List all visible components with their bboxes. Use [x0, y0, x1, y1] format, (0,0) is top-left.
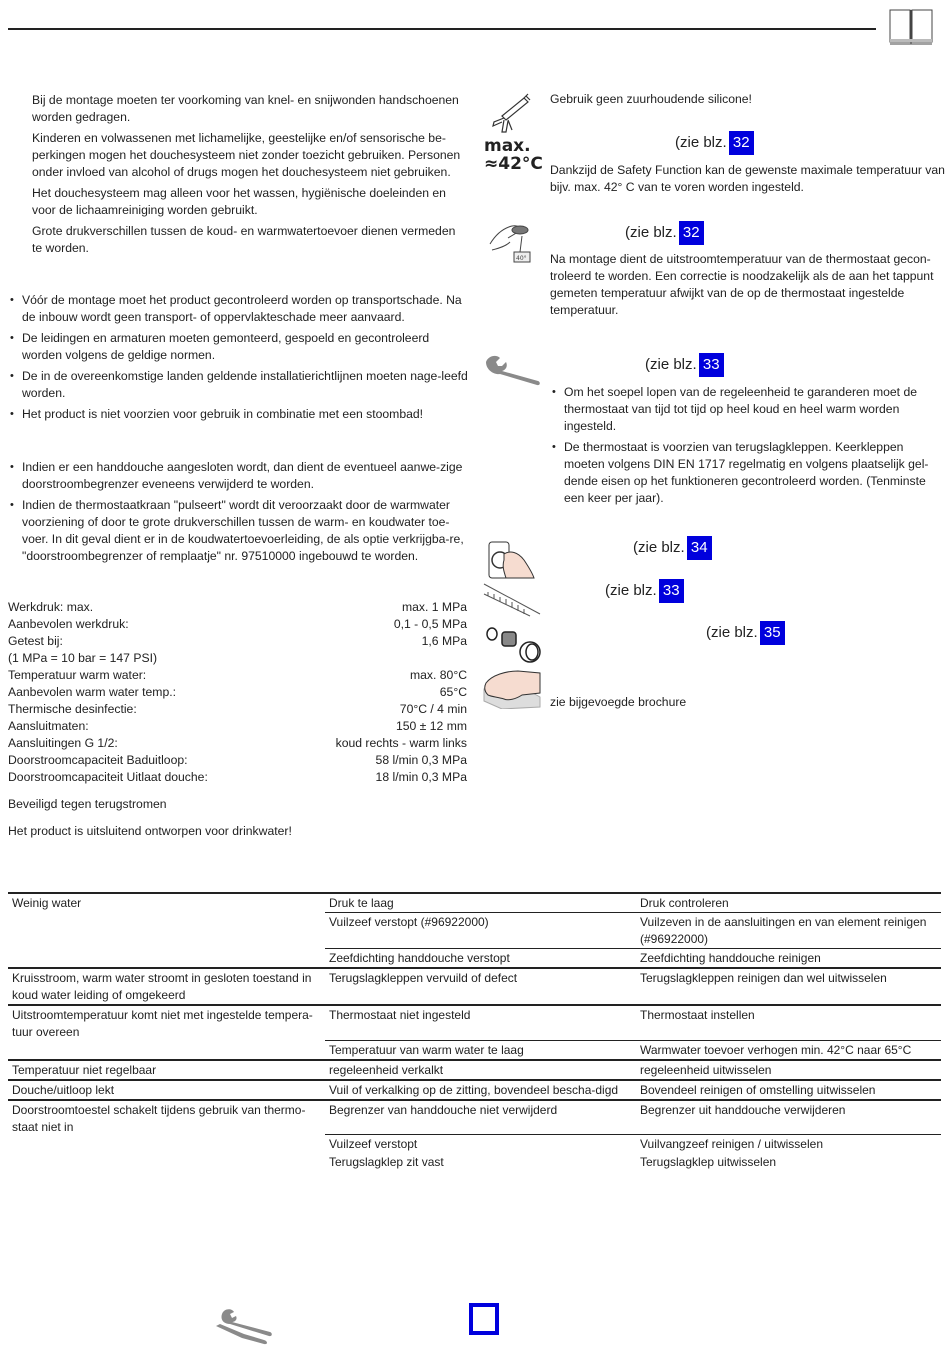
spec-row	[8, 667, 467, 684]
list-item: • De in de overeenkomstige landen geldende installatierichtlijnen moeten nage-leefd worden.	[8, 368, 470, 402]
safety-function-text: Dankzijd de Safety Function kan de gewenste maximale temperatuur van bijv. max. 42° C van te voren worden ingesteld.	[550, 163, 945, 194]
spec-row	[8, 599, 467, 616]
safety-paragraph: Kinderen en volwassenen met lichamelijke, geestelijke en/of sensorische be-perkingen mogen het douchesysteem niet zonder toezicht gebruiken. Personen onder invloed van alcohol of drugs mogen het douchesysteem niet gebruiken.	[32, 131, 461, 179]
spec-label: Werkdruk: max.	[8, 600, 94, 614]
ref-prefix: (zie blz.	[706, 624, 762, 641]
spec-value: 70°C / 4 min	[399, 702, 467, 716]
remedy-cell: Begrenzer uit handdouche verwijderen	[636, 1100, 941, 1135]
spec-row	[8, 701, 467, 718]
page-link-33[interactable]: 33	[702, 356, 720, 373]
page-link-32[interactable]: 32	[682, 224, 700, 241]
table-row	[8, 968, 941, 1005]
max-label-line1: max.	[484, 136, 531, 156]
table-row	[8, 1080, 941, 1100]
remedy-cell: Warmwater toevoer verhogen min. 42°C naar 65°C	[636, 1040, 941, 1060]
max-label-line2: ≈42°C	[484, 154, 543, 174]
cause-cell: Zeefdichting handdouche verstopt	[325, 949, 636, 969]
remedy-cell: Zeefdichting handdouche reinigen	[636, 949, 941, 969]
page-reference	[625, 223, 702, 243]
spec-row	[8, 650, 467, 667]
spec-label: (1 MPa = 10 bar = 147 PSI)	[8, 651, 158, 665]
page-reference	[633, 538, 710, 558]
spec-value: 150 ± 12 mm	[395, 719, 467, 733]
cause-cell: Begrenzer van handdouche niet verwijderd	[325, 1100, 636, 1135]
table-row	[8, 1005, 941, 1040]
spec-value: 0,1 - 0,5 MPa	[393, 617, 467, 631]
cause-cell: Vuilzeef verstopt	[325, 1135, 636, 1154]
spec-value: max. 1 MPa	[401, 600, 467, 614]
cause-cell: Druk te laag	[325, 893, 636, 913]
spec-value: max. 80°C	[409, 668, 467, 682]
page-link-35[interactable]: 35	[763, 624, 781, 641]
hand-turning-knob-icon	[486, 540, 536, 580]
silicone-gun-icon	[488, 92, 532, 134]
ref-prefix: (zie blz.	[605, 582, 661, 599]
page-reference	[605, 581, 682, 601]
spec-label: Getest bij:	[8, 634, 63, 648]
cause-cell: Terugslagklep zit vast	[329, 1155, 444, 1169]
spec-row	[8, 718, 467, 735]
backflow-note: Beveiligd tegen terugstromen	[8, 797, 167, 811]
list-item: • Om het soepel lopen van de regeleenheid te garanderen moet de thermostaat van tijd tot tijd op heel koud en heel warm worden ingesteld.	[550, 384, 945, 435]
list-item: • Het product is niet voorzien voor gebruik in combinatie met een stoombad!	[8, 406, 470, 423]
cause-cell: Vuil of verkalking op de zitting, bovendeel bescha-digd	[325, 1080, 636, 1100]
spare-parts-icon	[484, 622, 542, 664]
problem-cell: Douche/uitloop lekt	[8, 1080, 325, 1100]
max-temp-label	[484, 137, 543, 173]
spec-label: Thermische desinfectie:	[8, 702, 137, 716]
spec-value: 18 l/min 0,3 MPa	[375, 770, 467, 784]
spec-label: Doorstroomcapaciteit Uitlaat douche:	[8, 770, 208, 784]
thermometer-hand-icon	[488, 220, 538, 264]
list-item: • Indien de thermostaatkraan "pulseert" wordt dit veroorzaakt door de warmwater voorziening of door te grote drukverschillen tussen de warm- en koudwater toe-voer. In dit geval dient er in de koudwatertoevoerleiding, de als optie verkrijgba-re, "doorstroombegrenzer of remplaatje" nr. 97510000 ingebouwd te worden.	[8, 497, 470, 565]
list-item: • De leidingen en armaturen moeten gemonteerd, gespoeld en gecontroleerd worden volgens de geldige normen.	[8, 330, 470, 364]
page-link-33[interactable]: 33	[662, 582, 680, 599]
safety-paragraph: Het douchesysteem mag alleen voor het wassen, hygiënische doeleinden en voor de lichaamreiniging worden gebruikt.	[32, 186, 446, 217]
safety-paragraph: Bij de montage moeten ter voorkoming van knel- en snijwonden handschoenen worden gedragen.	[32, 93, 459, 124]
spec-label: Aansluitmaten:	[8, 719, 89, 733]
page-link-32[interactable]: 32	[732, 134, 750, 151]
ref-prefix: (zie blz.	[675, 134, 731, 151]
spec-value: 65°C	[439, 685, 467, 699]
specs-table	[8, 599, 467, 786]
remedy-cell: Thermostaat instellen	[636, 1005, 941, 1040]
remedy-cell: regeleenheid uitwisselen	[636, 1060, 941, 1080]
problem-cell: Kruisstroom, warm water stroomt in gesloten toestand in koud water leiding of omgekeerd	[8, 968, 325, 1005]
table-row	[8, 893, 941, 913]
safety-paragraph: Grote drukverschillen tussen de koud- en warmwatertoevoer dienen vermeden te worden.	[32, 224, 456, 255]
ref-prefix: (zie blz.	[625, 224, 681, 241]
spec-row	[8, 633, 467, 650]
remedy-cell: Vuilvangzeef reinigen / uitwisselen	[636, 1135, 941, 1154]
table-row	[8, 1060, 941, 1080]
remedy-cell: Terugslagkleppen reinigen dan wel uitwisselen	[636, 968, 941, 1005]
cause-cell: Thermostaat niet ingesteld	[325, 1005, 636, 1040]
remedy-cell: Bovendeel reinigen of omstelling uitwisselen	[636, 1080, 941, 1100]
spec-label: Aanbevolen werkdruk:	[8, 617, 129, 631]
drinkwater-note: Het product is uitsluitend ontworpen voor drinkwater!	[8, 824, 292, 838]
spec-label: Doorstroomcapaciteit Baduitloop:	[8, 753, 188, 767]
spec-row	[8, 769, 467, 786]
spec-label: Aansluitingen G 1/2:	[8, 736, 118, 750]
hand-cleaning-icon	[482, 667, 542, 709]
cause-cell: Temperatuur van warm water te laag	[325, 1040, 636, 1060]
problem-cell: Weinig water	[8, 893, 325, 968]
spec-value: 58 l/min 0,3 MPa	[375, 753, 467, 767]
spec-label: Aanbevolen warm water temp.:	[8, 685, 176, 699]
ref-prefix: (zie blz.	[645, 356, 701, 373]
page-reference	[675, 133, 752, 153]
cleaning-text: zie bijgevoegde brochure	[550, 695, 687, 709]
list-item: • Vóór de montage moet het product gecontroleerd worden op transportschade. Na de inbouw wordt geen transport- of oppervlakteschade meer aanvaard.	[8, 292, 470, 326]
table-row	[8, 1100, 941, 1135]
remedy-cell: Druk controleren	[636, 893, 941, 913]
page-reference	[706, 623, 783, 643]
spec-label: Temperatuur warm water:	[8, 668, 147, 682]
adjust-text: Na montage dient de uitstroomtemperatuur van de thermostaat gecon-troleerd te worden. Een correctie is noodzakelijk als de aan het tappunt gemeten temperatuur afwijkt van de op de thermostaat ingestelde temperatuur.	[550, 252, 934, 317]
ruler-icon	[482, 582, 542, 618]
problem-cell: Temperatuur niet regelbaar	[8, 1060, 325, 1080]
page-number-box[interactable]	[469, 1303, 499, 1335]
list-item: • Indien er een handdouche aangesloten wordt, dan dient de eventueel aanwe-zige doorstroombegrenzer eveneens verwijderd te worden.	[8, 459, 470, 493]
wrench-screwdriver-icon	[214, 1306, 274, 1346]
troubleshooting-table	[8, 892, 941, 1171]
cause-cell: Vuilzeef verstopt (#96922000)	[325, 913, 636, 949]
spec-value: 1,6 MPa	[421, 634, 467, 648]
spec-row	[8, 752, 467, 769]
remedy-cell: Vuilzeven in de aansluitingen en van element reinigen (#96922000)	[636, 913, 941, 949]
header-rule	[8, 28, 876, 30]
open-book-icon	[888, 8, 934, 46]
ref-prefix: (zie blz.	[633, 539, 689, 556]
problem-cell: Doorstroomtoestel schakelt tijdens gebruik van thermo-staat niet in	[8, 1100, 325, 1172]
cause-cell: regeleenheid verkalkt	[325, 1060, 636, 1080]
spec-value: koud rechts - warm links	[335, 736, 467, 750]
maintenance-list	[550, 384, 945, 511]
safety-section	[32, 92, 468, 261]
spec-row	[8, 735, 467, 752]
cause-cell: Terugslagkleppen vervuild of defect	[325, 968, 636, 1005]
page-reference	[645, 355, 722, 375]
mounting-list	[8, 292, 470, 427]
list-item: • De thermostaat is voorzien van terugslagkleppen. Keerkleppen moeten volgens DIN EN 1717 regelmatig en volgens plaatselijk gel-dende eisen op het funktioneren gecontroleerd worden. (Tenminste een keer per jaar).	[550, 439, 945, 507]
remedy-cell: Terugslagklep uitwisselen	[640, 1155, 777, 1169]
problem-cell: Uitstroomtemperatuur komt niet met ingestelde tempera-tuur overeen	[8, 1005, 325, 1060]
spec-row	[8, 684, 467, 701]
spec-row	[8, 616, 467, 633]
svg-text:40°: 40°	[516, 255, 527, 262]
page-link-34[interactable]: 34	[690, 539, 708, 556]
notes-list	[8, 459, 470, 569]
wrench-icon	[482, 354, 542, 386]
silicone-text: Gebruik geen zuurhoudende silicone!	[550, 92, 752, 106]
